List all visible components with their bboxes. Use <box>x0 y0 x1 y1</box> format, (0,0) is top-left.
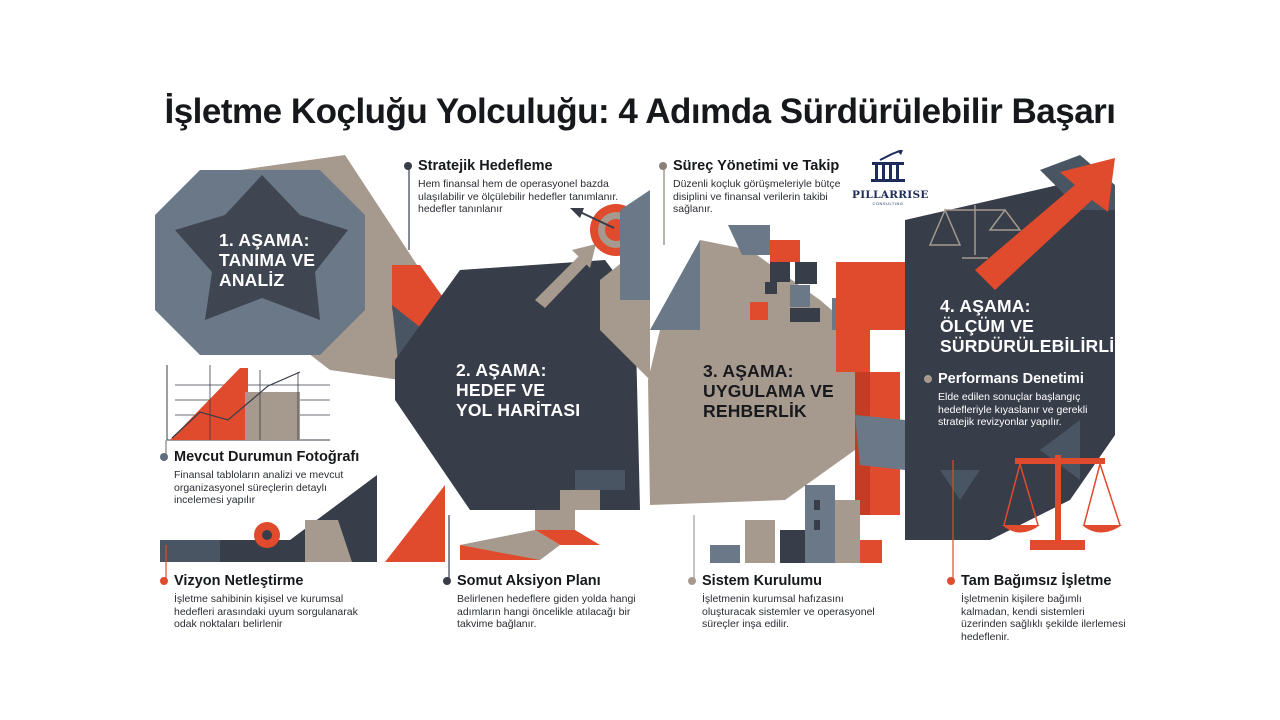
info-vizyon-netlestirme: Vizyon Netleştirme İşletme sahibinin kişisel ve kurumsal hedefleri arasındaki uyum sorgulanarak odak noktaları belirlenir <box>160 572 375 631</box>
info-tam-bagimsiz: Tam Bağımsız İşletme İşletmenin kişilere bağımlı kalmadan, kendi sistemleri üzerinden sağlıklı şekilde ilerlemesi hedeflenir. <box>947 572 1132 643</box>
stage-4-title: 4. AŞAMA: ÖLÇÜM VE SÜRDÜRÜLEBİLİRLİK <box>940 296 1128 356</box>
stage-2-title: 2. AŞAMA: HEDEF VE YOL HARİTASI <box>456 360 581 420</box>
page-title: İşletme Koçluğu Yolculuğu: 4 Adımda Sürdürülebilir Başarı <box>164 92 1116 131</box>
brand-tagline: CONSULTING <box>872 201 904 206</box>
bullet-dot <box>659 162 667 170</box>
stage-1-title: 1. AŞAMA: TANIMA VE ANALİZ <box>219 230 316 290</box>
info-surec-yonetimi: Süreç Yönetimi ve Takip Düzenli koçluk görüşmeleriyle bütçe disiplini ve finansal verilerin takibi sağlanır. <box>659 157 844 216</box>
vizyon-red-wedge <box>385 485 445 562</box>
stage3-diamond <box>855 415 905 470</box>
bullet-dot <box>160 453 168 461</box>
brand-name: PILLARRISE <box>852 189 929 201</box>
brand-logo <box>852 150 929 206</box>
bullet-dot <box>924 375 932 383</box>
stage4-main-panel <box>905 180 1115 540</box>
info-stratejik-hedefleme: Stratejik Hedefleme Hem finansal hem de operasyonel bazda ulaşılabilir ve ölçülebilir hedefler tanımlanır. hedefler tanınlanır <box>404 157 644 216</box>
pillar-arrow-icon <box>868 150 908 184</box>
growth-chart-illustration <box>167 365 330 440</box>
bullet-dot <box>160 577 168 585</box>
bullet-dot <box>947 577 955 585</box>
bullet-dot <box>404 162 412 170</box>
bullet-dot <box>688 577 696 585</box>
info-somut-aksiyon: Somut Aksiyon Planı Belirlenen hedeflere giden yolda hangi adımların hangi öncelikle atılacağı bir takvime bağlanır. <box>443 572 648 631</box>
info-mevcut-durum: Mevcut Durumun Fotoğrafı Finansal tabloların analizi ve mevcut organizasyonel süreçlerin detaylı incelemesi yapılır <box>160 448 360 507</box>
stage-3-title: 3. AŞAMA: UYGULAMA VE REHBERLİK <box>703 361 834 421</box>
info-performans-denetimi: Performans Denetimi Elde edilen sonuçlar başlangıç hedefleriyle kıyaslanır ve gerekli stratejik revizyonlar yapılır. <box>924 370 1104 429</box>
bullet-dot <box>443 577 451 585</box>
info-sistem-kurulumu: Sistem Kurulumu İşletmenin kurumsal hafızasını oluşturacak sistemler ve operasyonel süreçler inşa edilir. <box>688 572 898 631</box>
